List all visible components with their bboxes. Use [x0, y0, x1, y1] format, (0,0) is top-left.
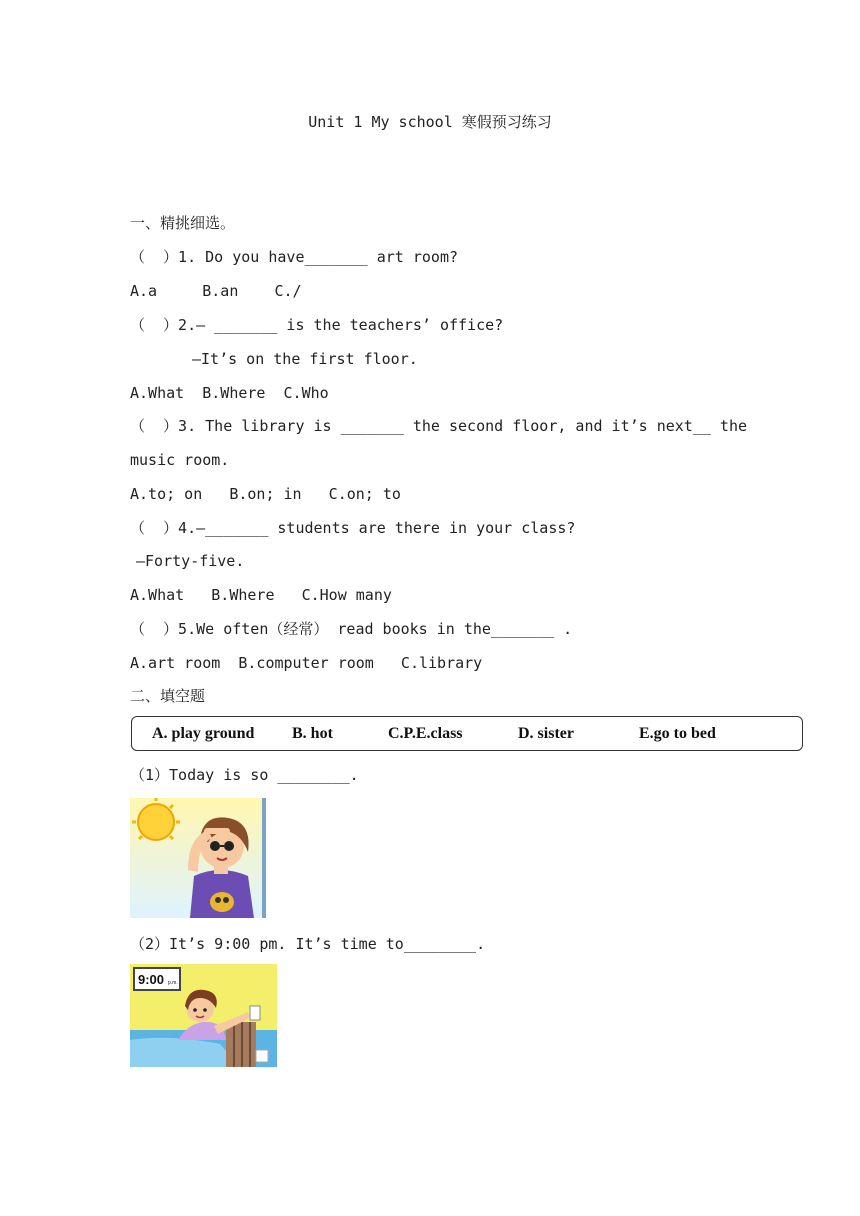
question-1: （ ）1. Do you have_______ art room?: [130, 248, 459, 266]
fill-question-1: （1）Today is so ________.: [130, 766, 359, 784]
question-3-options: A.to; on B.on; in C.on; to: [130, 485, 401, 503]
slipper-icon: [256, 1050, 268, 1062]
word-bank-item: C.P.E.class: [388, 725, 463, 742]
question-4-answer-line: —Forty-five.: [136, 552, 245, 570]
clock-suffix-text: p.m.: [168, 980, 178, 986]
section-2-heading: 二、填空题: [130, 687, 206, 705]
question-1-options: A.a B.an C./: [130, 282, 302, 300]
question-4: （ ）4.—_______ students are there in your class?: [130, 519, 576, 537]
clock-sign: [134, 968, 180, 990]
question-3: （ ）3. The library is _______ the second floor, and it’s next__ the: [130, 417, 747, 435]
question-4-options: A.What B.Where C.How many: [130, 586, 392, 604]
word-bank-item: E.go to bed: [639, 725, 716, 742]
question-5: （ ）5.We often（经常） read books in the_______ .: [130, 620, 573, 638]
clock-time-text: 9:00: [138, 972, 165, 987]
section-1-heading: 一、精挑细选。: [130, 214, 236, 232]
hot-day-picture: [130, 798, 266, 918]
word-bank-item: A. play ground: [152, 725, 255, 742]
fill-question-2: （2）It’s 9:00 pm. It’s time to________.: [130, 935, 486, 953]
light-switch-icon: [250, 1006, 260, 1020]
word-bank-item: D. sister: [518, 725, 574, 742]
question-2-answer-line: —It’s on the first floor.: [192, 350, 418, 368]
page-title: Unit 1 My school 寒假预习练习: [308, 113, 552, 131]
question-5-options: A.art room B.computer room C.library: [130, 654, 483, 672]
bedtime-picture: [130, 964, 277, 1067]
word-bank-item: B. hot: [292, 725, 333, 742]
word-bank-box: [131, 716, 803, 751]
question-2: （ ）2.— _______ is the teachers’ office?: [130, 316, 504, 334]
question-2-options: A.What B.Where C.Who: [130, 384, 329, 402]
question-3-continued: music room.: [130, 451, 230, 469]
